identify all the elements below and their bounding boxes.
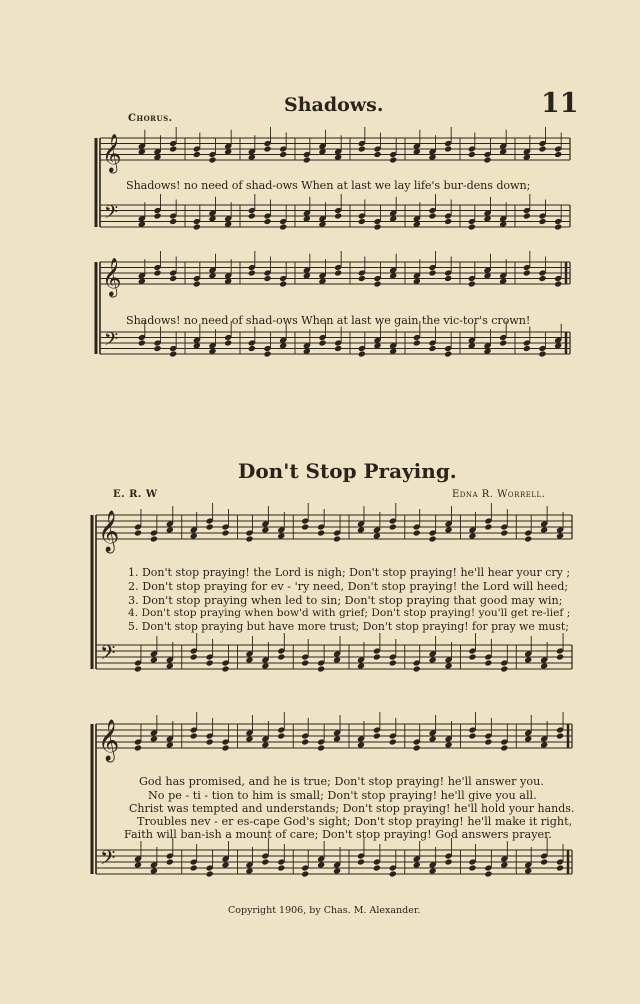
svg-text:𝄞: 𝄞	[102, 257, 122, 296]
verse-line: 4. Don't stop praying when bow'd with grief; Don't stop praying! you'll get re-lief ;	[128, 607, 571, 619]
verse-line: Faith will ban-ish a mount of care; Don't stop praying! God answers prayer.	[124, 828, 552, 841]
verse-line: No pe - ti - tion to him is small; Don't stop praying! he'll give you all.	[148, 789, 537, 802]
copyright-notice: Copyright 1906, by Chas. M. Alexander.	[228, 905, 421, 916]
page-number: 11	[541, 88, 579, 119]
verse-line: Christ was tempted and understands; Don't stop praying! he'll hold your hands.	[129, 802, 575, 815]
verse-line: 2. Don't stop praying for ev - 'ry need, Don't stop praying! the Lord will heed;	[128, 580, 569, 593]
verse-line: 5. Don't stop praying but have more trust; Don't stop praying! for pray we must;	[128, 620, 569, 633]
svg-text:𝄞: 𝄞	[102, 133, 122, 172]
author-initials: E. R. W	[113, 489, 158, 500]
svg-text:𝄞: 𝄞	[98, 511, 120, 552]
section-label-chorus: Chorus.	[128, 113, 173, 124]
hymn-title-dont-stop-praying: Don't Stop Praying.	[238, 459, 457, 483]
svg-text:𝄞: 𝄞	[98, 720, 120, 761]
verse-line: 1. Don't stop praying! the Lord is nigh; Don't stop praying! he'll hear your cry ;	[128, 566, 571, 579]
svg-text:𝄢: 𝄢	[104, 202, 119, 228]
chorus-lyric-line-2: Shadows! no need of shad-ows When at last we gain the vic-tor's crown!	[126, 314, 531, 327]
svg-text:𝄢: 𝄢	[100, 846, 116, 874]
author-name: Edna R. Worrell.	[452, 489, 546, 500]
verse-line: 3. Don't stop praying when led to sin; Don't stop praying that good may win;	[128, 594, 563, 607]
verse-line: God has promised, and he is true; Don't stop praying! he'll answer you.	[139, 775, 544, 788]
chorus-lyric-line-1: Shadows! no need of shad-ows When at last we lay life's bur-dens down;	[126, 179, 531, 192]
svg-text:𝄢: 𝄢	[104, 329, 119, 355]
svg-text:𝄢: 𝄢	[100, 641, 116, 669]
hymn-title-shadows: Shadows.	[284, 94, 384, 116]
verse-line: Troubles nev - er es-cape God's sight; Don't stop praying! he'll make it right,	[137, 815, 573, 828]
